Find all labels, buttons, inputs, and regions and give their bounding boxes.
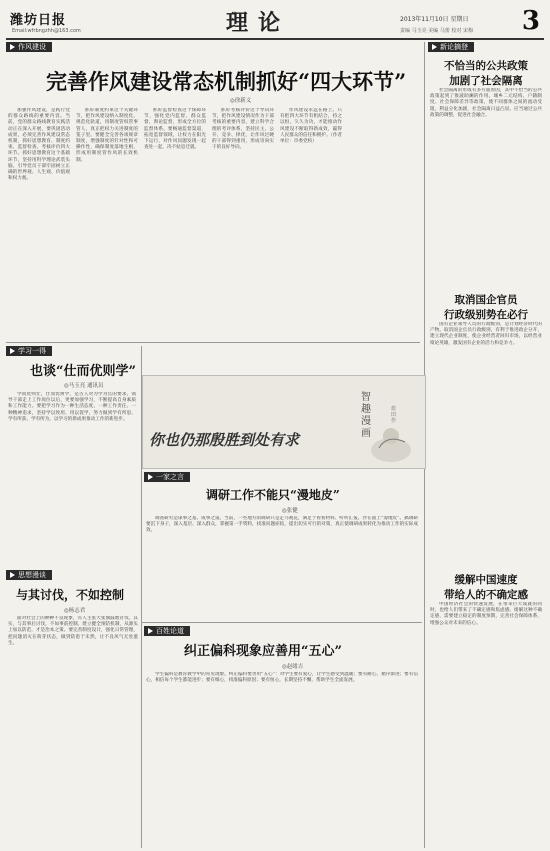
paragraph: 国有企业领导人员的行政级别，是计划经济时代的产物。取消国企官员行政级别，有利于推进政企分开，建立现代企业制度，使企业经营者回归市场，以经营业绩论英雄，激发国有企业的活力和竞争力。	[430, 322, 542, 346]
paragraph: 抓好制度约束这个关键环节，把作风建设纳入制度化、规范化轨道，用制度管权管事管人，真正把权力关进制度的笼子里。要健全完善各项规章制度，增强制度的针对性和可操作性，确保制度落地生根，形成用制度管作风的长效机制。	[76, 108, 138, 163]
tag-label: 学习一得	[18, 347, 46, 355]
cartoon-author: 蓝田作	[391, 406, 397, 424]
study-text	[8, 392, 136, 564]
study-headline: 也谈“仕而优则学”	[30, 364, 136, 379]
sidebar-headline	[428, 58, 544, 88]
headline-line: 加剧了社会隔离	[449, 75, 523, 87]
lead-column-5	[280, 108, 342, 336]
sidebar-headline	[428, 292, 544, 322]
divider	[6, 342, 420, 343]
thinking-byline: ◎杨志君	[64, 608, 86, 614]
paragraph: 社会隔离的形成有多方面原因，其中不恰当的公共政策起到了推波助澜的作用。城乡二元结构、户籍制度、社会保障差异等政策，使不同群体之间的流动受阻，利益分化加剧，社会隔离日益凸显。应当通过公共政策的调整，促进社会融合。	[430, 88, 542, 118]
paper-name: 潍坊日报	[10, 13, 67, 28]
headline-line: 带给人的不确定感	[444, 589, 528, 601]
tag-label: 作风建设	[18, 43, 46, 51]
masthead	[6, 4, 544, 40]
column-tag-governance	[144, 626, 190, 636]
triangle-icon	[148, 474, 153, 480]
triangle-icon	[10, 44, 15, 50]
column-tag-thinking	[6, 570, 52, 580]
triangle-icon	[148, 628, 153, 634]
triangle-icon	[10, 572, 15, 578]
page-number: 3	[521, 6, 540, 36]
sidebar-text	[430, 88, 542, 288]
headline-line: 缓解中国速度	[454, 574, 518, 586]
view-byline: ◎张健	[282, 508, 298, 514]
governance-headline: 纠正偏科现象应善用“五心”	[184, 644, 342, 659]
paper-email: Email:wfrbngzhh@163.com	[12, 28, 81, 34]
tag-label: 百姓论道	[156, 627, 184, 635]
column-tag-study	[6, 346, 52, 356]
cartoon	[142, 375, 426, 469]
cartoon-title: 智趣漫画	[361, 392, 371, 439]
headline-line: 取消国企官员	[454, 294, 518, 306]
lead-column-1	[8, 108, 70, 336]
paragraph: 中国经济社会的快速发展，在带来巨大成就的同时，也给人们带来了不确定感和焦虑感。缓解这种不确定感，需要建立稳定的制度预期，完善社会保障体系，增强公众对未来的信心。	[430, 602, 542, 626]
triangle-icon	[10, 348, 15, 354]
tag-label: 新论摘登	[440, 43, 468, 51]
section-title: 理论	[226, 10, 291, 36]
cartoon-drawing	[143, 376, 425, 468]
thinking-headline: 与其讨伐，不如控制	[16, 588, 125, 602]
headline-line: 行政级别势在必行	[444, 309, 528, 321]
sidebar-headline	[428, 572, 544, 602]
lead-headline: 完善作风建设常态机制抓好“四大环节”	[46, 69, 407, 94]
paragraph: 学而优则仕，仕而优则学，是古人对为学为官的要求。领导干部走上工作岗位以后，更要加强学习，不断提高自身素质和工作能力。要把学习作为一种生活态度、一种工作责任、一种精神追求，坚持学以致用、用以促学，努力做到学有所思、学有所获、学有所为，以学习的新成果推动工作的新进步。	[8, 392, 136, 422]
view-headline: 调研工作不能只“漫地皮”	[206, 488, 340, 502]
editors-line: 责编 马玉亮 美编 马蕾 校对 宋梅	[400, 28, 473, 34]
issue-date: 2013年11月10日 星期日	[400, 16, 469, 23]
column-divider	[141, 346, 142, 848]
view-text	[146, 516, 418, 620]
cartoon-speech: 你也仍那殷胜到处有求	[149, 431, 300, 449]
paragraph: 抓好监督检查这个保障环节，强化党内监督、群众监督、舆论监督，形成全方位的监督体系。要畅通监督渠道，拓宽监督领域，让权力在阳光下运行，对作风问题发现一起查处一起，决不姑息迁就。	[144, 108, 206, 151]
paragraph: 抓好考核评价这个导向环节，把作风建设情况作为干部考核的重要内容，建立科学合理的考评体系，坚持民主、公开、竞争、择优，让作风过硬的干部得到重用，形成崇尚实干的良好导向。	[212, 108, 274, 151]
column-tag-digest	[428, 42, 474, 52]
tag-label: 一家之言	[156, 473, 184, 481]
thinking-text	[8, 616, 138, 846]
lead-column-3	[144, 108, 206, 336]
paragraph: 作风建设永远在路上。只有把四大环节有机结合，持之以恒、久久为功，才能推动作风建设不断取得新成效，赢得人民群众的信任和拥护。（作者单位：市委党校）	[280, 108, 342, 145]
sidebar-text	[430, 322, 542, 564]
paragraph: 加强作风建设，是践行党的群众路线的重要内容。当前，党的群众路线教育实践活动正在深入开展，要巩固活动成果，必须完善作风建设常态机制，抓好思想教育、制度约束、监督检查、考核评价四大环节。抓好思想教育这个基础环节，坚持用科学理论武装头脑，引导党员干部牢固树立正确的世界观、人生观、价值观和权力观。	[8, 108, 70, 182]
sidebar-text	[430, 602, 542, 846]
paragraph: 调查研究是谋事之基、成事之道。当前，一些地方的调研只是走马观花，满足于看看材料、听听汇报，浮在面上“漫地皮”。搞调研要沉下身子，深入基层、深入群众，掌握第一手资料，找准问题症结，提出切实可行的对策，真正使调研成果转化为推动工作的实际成效。	[146, 516, 418, 534]
lead-column-4	[212, 108, 274, 336]
column-tag-style	[6, 42, 52, 52]
divider	[142, 622, 422, 623]
column-tag-view	[144, 472, 190, 482]
governance-text	[146, 672, 418, 846]
headline-line: 不恰当的公共政策	[444, 60, 528, 72]
governance-byline: ◎赵绪吉	[282, 664, 304, 670]
paragraph: 学生偏科是教育教学中的常见现象。纠正偏科要善用“五心”：对学生要有爱心，让学生感受到温暖；要有耐心，循序渐进；要有信心，相信每个学生都能进步；要有细心，找准偏科原因；要有恒心，长期坚持不懈，帮助学生全面发展。	[146, 672, 418, 684]
tag-label: 思想漫谈	[18, 571, 46, 579]
triangle-icon	[432, 44, 437, 50]
paragraph: 面对社会上的种种不良现象，有人主张大张旗鼓地讨伐。其实，与其事后讨伐，不如事前控制。建立健全预防机制，从源头上加以防范，才是治本之策。要完善制度设计，强化日常管理，把问题消灭在萌芽状态，做到防患于未然，让不良风气无处滋生。	[8, 616, 138, 646]
lead-column-2	[76, 108, 138, 336]
study-byline: ◎马玉亮 通讯员	[64, 383, 104, 389]
lead-byline: ◎徐新义	[230, 98, 252, 104]
